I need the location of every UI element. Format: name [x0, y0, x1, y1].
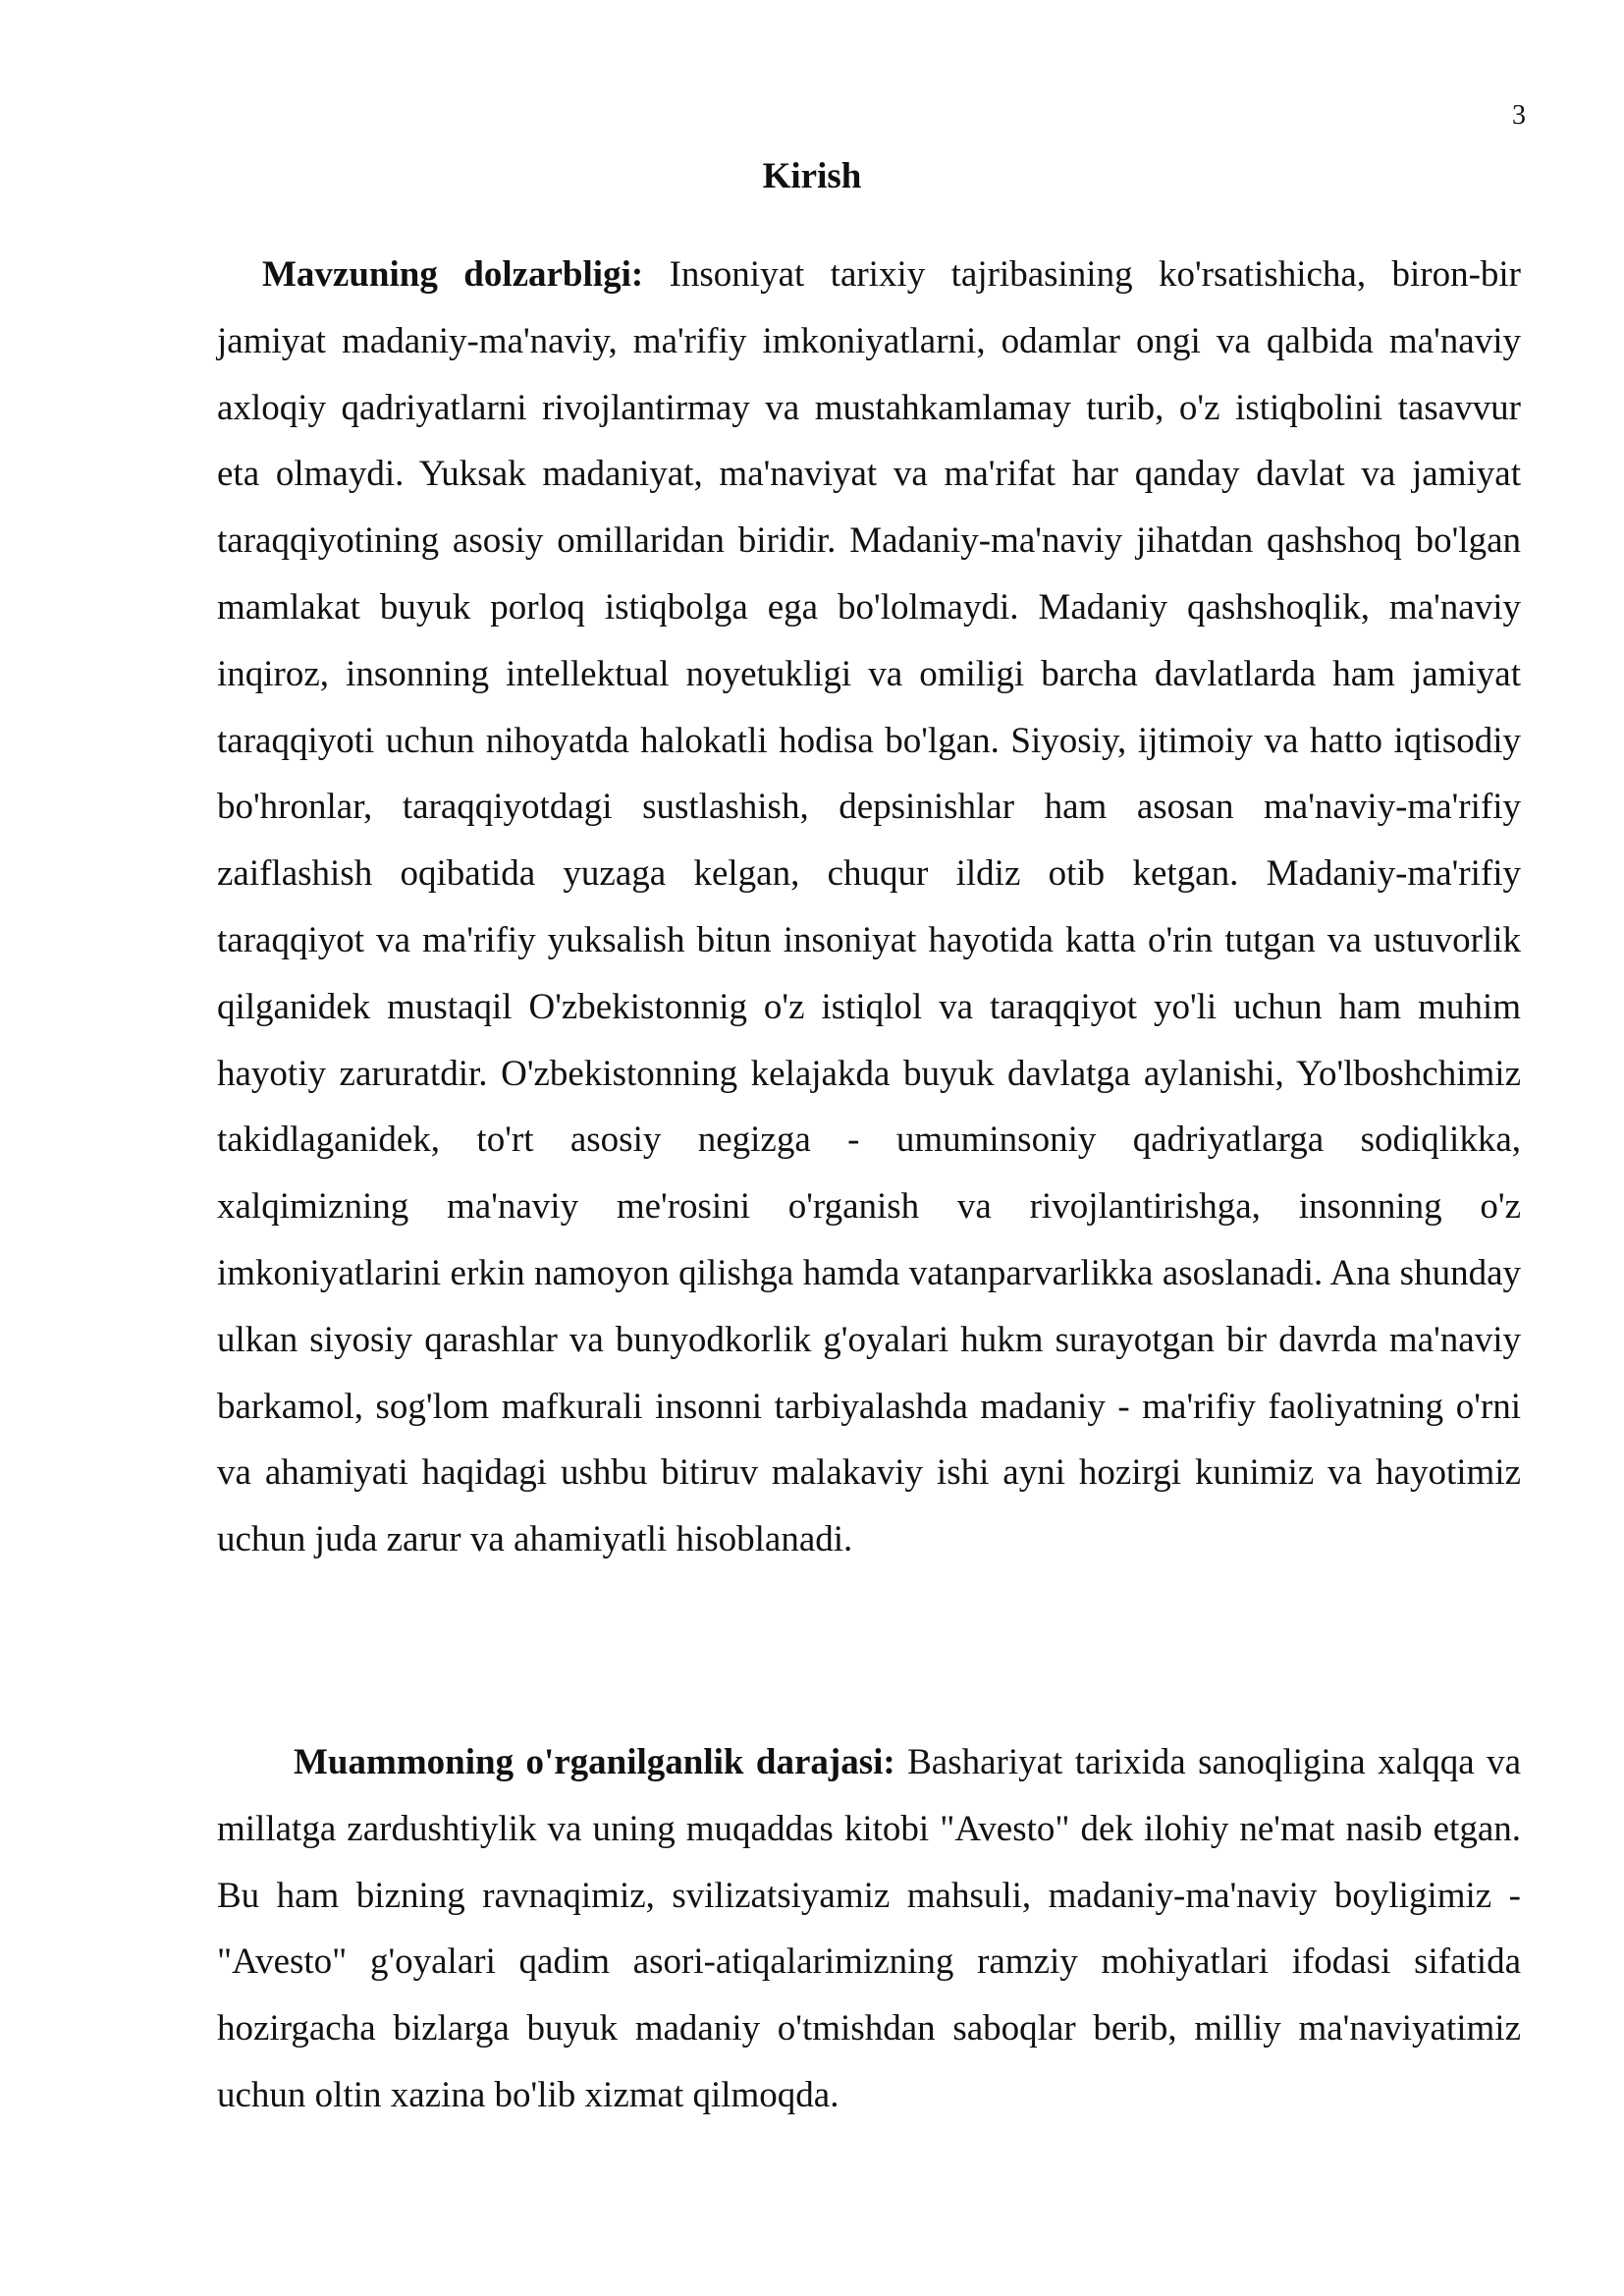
- paragraph-lead-relevance: Mavzuning dolzarbligi:: [262, 254, 644, 295]
- paragraph-text-research-level: Bashariyat tarixida sanoqligina xalqqa va millatga zardushtiylik va uning muqaddas kitobi "Avesto" dek ilohiy ne'mat nasib etgan. Bu ham bizning ravnaqimiz, svilizatsiyamiz mahsuli, madaniy-ma'naviy boyligimiz - "Avesto" g'oyalari qadim asori-atiqalarimizning ramziy mohiyatlari ifodasi sifatida hozirgacha bizlarga buyuk madaniy o'tmishdan saboqlar berib, milliy ma'naviyatimiz uchun oltin xazina bo'lib xizmat qilmoqda.: [217, 1742, 1521, 2115]
- paragraph-relevance: [217, 242, 1521, 1573]
- page-title: Kirish: [762, 156, 862, 196]
- paragraph-lead-research-level: Muammoning o'rganilganlik darajasi:: [294, 1742, 895, 1782]
- page-number: 3: [1512, 100, 1526, 131]
- paragraph-text-relevance: Insoniyat tarixiy tajribasining ko'rsatishicha, biron-bir jamiyat madaniy-ma'naviy, ma'rifiy imkoniyatlarni, odamlar ongi va qalbida ma'naviy axloqiy qadriyatlarni rivojlantirmay va mustahkamlamay turib, o'z istiqbolini tasavvur eta olmaydi. Yuksak madaniyat, ma'naviyat va ma'rifat har qanday davlat va jamiyat taraqqiyotining asosiy omillaridan biridir. Madaniy-ma'naviy jihatdan qashshoq bo'lgan mamlakat buyuk porloq istiqbolga ega bo'lolmaydi. Madaniy qashshoqlik, ma'naviy inqiroz, insonning intellektual noyetukligi va omiligi barcha davlatlarda ham jamiyat taraqqiyoti uchun nihoyatda halokatli hodisa bo'lgan. Siyosiy, ijtimoiy va hatto iqtisodiy bo'hronlar, taraqqiyotdagi sustlashish, depsinishlar ham asosan ma'naviy-ma'rifiy zaiflashish oqibatida yuzaga kelgan, chuqur ildiz otib ketgan. Madaniy-ma'rifiy taraqqiyot va ma'rifiy yuksalish bitun insoniyat hayotida katta o'rin tutgan va ustuvorlik qilganidek mustaqil O'zbekistonnig o'z istiqlol va taraqqiyot yo'li uchun ham muhim hayotiy zaruratdir. O'zbekistonning kelajakda buyuk davlatga aylanishi, Yo'lboshchimiz takidlaganidek, to'rt asosiy negizga - umuminsoniy qadriyatlarga sodiqlikka, xalqimizning ma'naviy me'rosini o'rganish va rivojlantirishga, insonning o'z imkoniyatlarini erkin namoyon qilishga hamda vatanparvarlikka asoslanadi. Ana shunday ulkan siyosiy qarashlar va bunyodkorlik g'oyalari hukm surayotgan bir davrda ma'naviy barkamol, sog'lom mafkurali insonni tarbiyalashda madaniy - ma'rifiy faoliyatning o'rni va ahamiyati haqidagi ushbu bitiruv malakaviy ishi ayni hozirgi kunimiz va hayotimiz uchun juda zarur va ahamiyatli hisoblanadi.: [217, 254, 1522, 1560]
- paragraph-research-level: [217, 1729, 1521, 2129]
